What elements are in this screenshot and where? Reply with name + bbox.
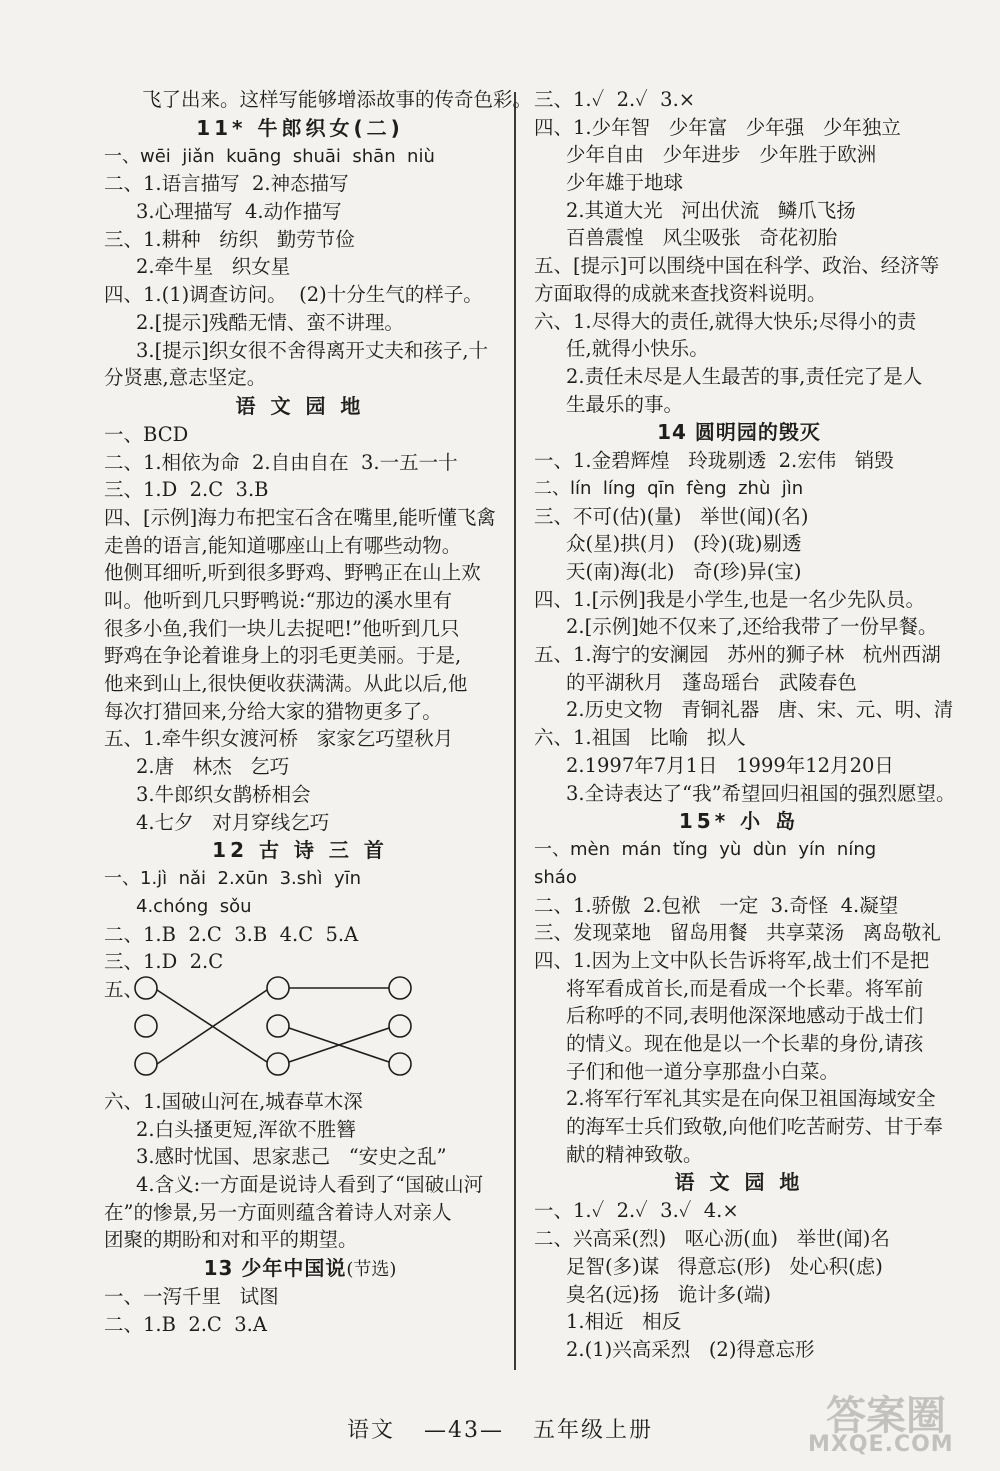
answer-line: 二、兴高采(烈) 呕心沥(血) 举世(闻)名 [534, 1227, 890, 1251]
answer-line: 1.相近 相反 [566, 1310, 682, 1334]
answer-line: 少年自由 少年进步 少年胜于欧洲 [566, 143, 877, 167]
middle-circle-1 [267, 977, 289, 999]
answer-line: 2.白头搔更短,浑欲不胜簪 [136, 1117, 356, 1141]
answer-line: 他来到山上,很快便收获满满。从此以后,他 [104, 672, 468, 696]
answer-line: 2.其道大光 河出伏流 鳞爪飞扬 [566, 198, 856, 222]
chinese-garden-title: 语 文 园 地 [674, 1170, 804, 1195]
answer-line: 二、1.语言描写 2.神态描写 [104, 172, 349, 196]
answer-line: 五、1.海宁的安澜园 苏州的狮子林 杭州西湖 [534, 643, 941, 667]
answer-line: 3.感时忧国、思家悲己 “安史之乱” [136, 1145, 447, 1169]
answer-line: 在”的惨景,另一方面则蕴含着诗人对亲人 [104, 1200, 452, 1224]
answer-line: 任,就得小快乐。 [566, 337, 709, 361]
lesson-11-title: 11* 牛郎织女(二) [196, 115, 404, 140]
left-circle-3 [135, 1053, 157, 1075]
lesson-14-title: 14 圆明园的毁灭 [657, 420, 821, 445]
answer-line: 四、1.因为上文中队长告诉将军,战士们不是把 [534, 948, 930, 972]
answer-line: 很多小鱼,我们一块儿去捉吧!”他听到几只 [104, 616, 460, 640]
answer-line: 4.七夕 对月穿线乞巧 [136, 810, 330, 834]
answer-line: 五、1.牵牛织女渡河桥 家家乞巧望秋月 [104, 727, 454, 751]
left-circle-2 [135, 1015, 157, 1037]
answer-line: 足智(多)谋 得意忘(形) 处心积(虑) [566, 1254, 883, 1278]
right-column [534, 86, 956, 1364]
answer-line: 六、1.尽得大的责任,就得大快乐;尽得小的责 [534, 309, 917, 333]
answer-line: 走兽的语言,能知道哪座山上有哪些动物。 [104, 533, 462, 557]
middle-circle-2 [267, 1015, 289, 1037]
answer-line: 的情义。现在他是以一个长辈的身份,请孩 [566, 1032, 924, 1055]
lesson-13-title [104, 1254, 496, 1283]
answer-line: 二、1.相依为命 2.自由自在 3.一五一十 [104, 450, 458, 474]
answer-line: 2.牵牛星 织女星 [136, 255, 291, 279]
matching-diagram [104, 976, 496, 1088]
answer-line: 4.chóng sǒu [136, 895, 252, 917]
answer-line: 2.[示例]她不仅来了,还给我带了一份早餐。 [566, 615, 938, 639]
intro-line: 飞了出来。这样写能够增添故事的传奇色彩。 [142, 88, 533, 111]
answer-line: 将军看成首长,而是看成一个长辈。将军前 [566, 976, 924, 1000]
answer-line: 每次打猎回来,分给大家的猎物更多了。 [104, 699, 442, 723]
answer-line: 的平湖秋月 蓬岛瑶台 武陵春色 [566, 670, 857, 694]
answer-line: 子们和他一道分享那盘小白菜。 [566, 1059, 840, 1083]
answer-line: 五、[提示]可以围绕中国在科学、政治、经济等 [534, 254, 940, 278]
answer-line: 三、不可(估)(量) 举世(闻)(名) [534, 504, 809, 528]
watermark-logo [808, 1384, 978, 1464]
answer-line: 2.责任未尽是人生最苦的事,责任完了是人 [566, 364, 923, 388]
answer-line: 生最乐的事。 [566, 392, 684, 416]
matching-lines-graphic [104, 976, 496, 1088]
answer-line: 他侧耳细听,听到很多野鸡、野鸭正在山上欢 [104, 561, 481, 585]
column-divider [514, 92, 516, 1370]
answer-line: 二、lín líng qīn fèng zhù jìn [534, 477, 804, 499]
answer-line: 一、1.✓ 2.✓ 3.✓ 4.× [534, 1199, 739, 1223]
answer-line: 少年雄于地球 [566, 171, 684, 195]
watermark-text: 答案圈 [826, 1393, 946, 1439]
answer-line: 3.全诗表达了“我”希望回归祖国的强烈愿望。 [566, 781, 956, 805]
answer-line: 三、1.D 2.C [104, 950, 224, 974]
answer-line: 三、发现菜地 留岛用餐 共享菜汤 离岛敬礼 [534, 921, 941, 945]
answer-line: 三、1.✓ 2.✓ 3.× [534, 88, 696, 111]
answer-line: 3.牛郎织女鹊桥相会 [136, 782, 311, 806]
answer-line: 一、1.金碧辉煌 玲珑剔透 2.宏伟 销毁 [534, 449, 894, 473]
matching-label: 五、 [104, 977, 144, 1001]
lesson-13-title-main: 13 少年中国说 [203, 1256, 347, 1281]
answer-line: 四、1.少年智 少年富 少年强 少年独立 [534, 115, 901, 139]
answer-line: 的海军士兵们致敬,向他们吃苦耐劳、甘于奉 [566, 1115, 943, 1139]
answer-line: 二、1.B 2.C 3.A [104, 1312, 267, 1336]
answer-line: 团聚的期盼和对和平的期望。 [104, 1228, 358, 1252]
answer-line: 后称呼的不同,表明他深深地感动于战士们 [566, 1004, 924, 1028]
answer-line: 六、1.国破山河在,城春草木深 [104, 1089, 363, 1113]
answer-line: 献的精神致敬。 [566, 1142, 703, 1166]
answer-line: 野鸡在争论着谁身上的羽毛更美丽。于是, [104, 644, 462, 668]
answer-line: 3.[提示]织女很不舍得离开丈夫和孩子,十 [136, 338, 489, 362]
answer-line: 四、1.(1)调查访问。 (2)十分生气的样子。 [104, 283, 483, 307]
answer-line: 2.唐 林杰 乞巧 [136, 755, 290, 779]
answer-line: 2.将军行军礼其实是在向保卫祖国海域安全 [566, 1087, 936, 1111]
right-circle-3 [389, 1053, 411, 1075]
answer-line: 2.历史文物 青铜礼器 唐、宋、元、明、清 [566, 698, 954, 722]
answer-line: 方面取得的成就来查找资料说明。 [534, 281, 827, 305]
answer-line: 一、1.jì nǎi 2.xūn 3.shì yīn [104, 868, 362, 890]
answer-line: 臭名(远)扬 诡计多(端) [566, 1282, 772, 1306]
footer-grade: 五年级上册 [533, 1418, 654, 1443]
watermark-url: MXQE.COM [808, 1432, 954, 1457]
right-circle-1 [389, 977, 411, 999]
answer-line: 2.(1)兴高采烈 (2)得意忘形 [566, 1337, 815, 1361]
answer-line: 二、1.骄傲 2.包袱 一定 3.奇怪 4.凝望 [534, 893, 899, 917]
answer-line: 三、1.D 2.C 3.B [104, 478, 269, 502]
left-column [104, 86, 533, 1338]
answer-line: 一、wēi jiǎn kuāng shuāi shān niù [104, 145, 435, 167]
answer-line: 2.1997年7月1日 1999年12月20日 [566, 753, 894, 777]
lesson-13-title-sub: (节选) [346, 1259, 397, 1281]
left-circle-1 [135, 977, 157, 999]
answer-line: 分贤惠,意志坚定。 [104, 366, 267, 390]
answer-line: 百兽震惶 风尘吸张 奇花初胎 [566, 226, 838, 250]
answer-line: 一、BCD [104, 422, 189, 446]
answer-line: 2.[提示]残酷无情、蛮不讲理。 [136, 310, 404, 334]
page-number: —43— [424, 1418, 504, 1443]
lesson-12-title: 12 古 诗 三 首 [212, 838, 388, 863]
answer-line: sháo [534, 866, 577, 888]
answer-line: 一、一泻千里 试图 [104, 1285, 279, 1309]
lesson-15-title: 15* 小 岛 [678, 809, 800, 834]
answer-line: 一、mèn mán tǐng yù dùn yín níng [534, 839, 877, 861]
answer-line: 二、1.B 2.C 3.B 4.C 5.A [104, 922, 359, 946]
chinese-garden-title: 语 文 园 地 [235, 393, 365, 418]
answer-line: 六、1.祖国 比喻 拟人 [534, 726, 746, 750]
answer-line: 天(南)海(北) 奇(珍)异(宝) [566, 560, 802, 583]
answer-line: 四、1.[示例]我是小学生,也是一名少先队员。 [534, 587, 926, 611]
footer-subject: 语文 [346, 1418, 395, 1443]
answer-line: 叫。他听到几只野鸭说:“那边的溪水里有 [104, 589, 453, 612]
right-circle-2 [389, 1015, 411, 1037]
answer-line: 3.心理描写 4.动作描写 [136, 200, 342, 224]
answer-line: 三、1.耕种 纺织 勤劳节俭 [104, 227, 355, 251]
answer-line: 众(星)拱(月) (玲)(珑)剔透 [566, 532, 802, 556]
middle-circle-3 [267, 1053, 289, 1075]
answer-line: 四、[示例]海力布把宝石含在嘴里,能听懂飞禽 [104, 505, 496, 529]
answer-line: 4.含义:一方面是说诗人看到了“国破山河 [136, 1173, 484, 1196]
